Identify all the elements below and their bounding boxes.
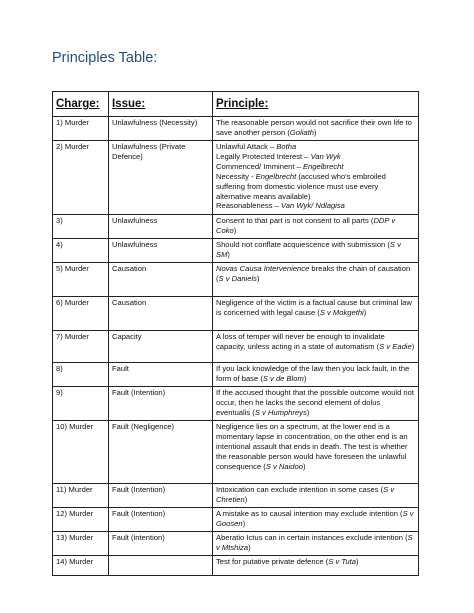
table-row [53, 117, 419, 141]
table-row [53, 263, 419, 297]
cell-issue: Unlawfulness (Private Defence) [109, 141, 213, 215]
principle-line: Reasonableness – Van Wyk/ Ndlagisa [216, 201, 345, 211]
document-title: Principles Table: [52, 50, 158, 66]
cell-charge: 1) Murder [53, 117, 109, 141]
header-issue: Issue: [109, 92, 213, 117]
table-row [53, 508, 419, 532]
table-row [53, 331, 419, 363]
cell-issue: Fault [109, 363, 213, 387]
principle-line: Unlawful Attack – Botha [216, 142, 297, 151]
header-principle: Principle: [213, 92, 419, 117]
cell-issue: Causation [109, 297, 213, 331]
table-header [53, 92, 419, 117]
table-row [53, 484, 419, 508]
cell-charge: 3) [53, 215, 109, 239]
cell-issue: Causation [109, 263, 213, 297]
principle-line: Legally Protected Interest – Van Wyk [216, 151, 341, 161]
table-row [53, 421, 419, 484]
table-row [53, 297, 419, 331]
table-row [53, 532, 419, 556]
cell-issue: Fault (Negligence) [109, 421, 213, 484]
cell-issue: Fault (Intention) [109, 387, 213, 421]
cell-principle: Intoxication can exclude intention in some cases (S v Chretien) [213, 484, 419, 508]
cell-principle: Consent to that part is not consent to all parts (DDP v Coko) [213, 215, 419, 239]
cell-charge: 10) Murder [53, 421, 109, 484]
cell-principle: If you lack knowledge of the law then you lack fault, in the form of base (S v de Blom) [213, 363, 419, 387]
cell-charge: 2) Murder [53, 141, 109, 215]
cell-issue: Unlawfulness [109, 239, 213, 263]
cell-principle: Negligence of the victim is a factual cause but criminal law is concerned with legal cause (S v Mokgethi) [213, 297, 419, 331]
cell-issue: Fault (intention) [109, 532, 213, 556]
cell-principle: A loss of temper will never be enough to invalidate capacity, unless acting in a state of automatism (S v Eadie) [213, 331, 419, 363]
table-row [53, 239, 419, 263]
cell-principle: A mistake as to causal intention may exclude intention (S v Goosen) [213, 508, 419, 532]
cell-principle: The reasonable person would not sacrifice their own life to save another person (Goliath) [213, 117, 419, 141]
cell-charge: 5) Murder [53, 263, 109, 297]
header-charge: Charge: [53, 92, 109, 117]
cell-charge: 8) [53, 363, 109, 387]
cell-charge: 12) Murder [53, 508, 109, 532]
cell-principle: Test for putative private defence (S v Tuta) [213, 556, 419, 576]
cell-charge: 13) Murder [53, 532, 109, 556]
cell-issue: Unlawfulness (Necessity) [109, 117, 213, 141]
principle-line: Necessity - Engelbrecht (accused who's embroiled suffering from domestic violence must use every alternative means available) [216, 171, 386, 201]
cell-issue: Fault (Intention) [109, 484, 213, 508]
cell-issue: Unlawfulness [109, 215, 213, 239]
cell-principle: Negligence lies on a spectrum, at the lower end is a momentary lapse in concentration, on the other end is an intentional assault that ends in death. The test is whether the reasonable person would have foreseen the unlawful consequence (S v Naidoo) [213, 421, 419, 484]
cell-charge: 9) [53, 387, 109, 421]
cell-charge: 11) Murder [53, 484, 109, 508]
cell-issue: Capacity [109, 331, 213, 363]
table-row [53, 363, 419, 387]
cell-principle: Novas Causa Intervenience breaks the chain of causation (S v Daniels) [213, 263, 419, 297]
cell-charge: 7) Murder [53, 331, 109, 363]
table-row [53, 556, 419, 576]
cell-principle: If the accused thought that the possible outcome would not occur, then he lacks the second element of dolus eventualis (S v Humphreys) [213, 387, 419, 421]
cell-principle [213, 141, 419, 215]
table-row [53, 215, 419, 239]
cell-issue [109, 556, 213, 576]
table-body [53, 117, 419, 576]
cell-principle: Aberatio Ictus can in certain instances exclude intention (S v Mtshiza) [213, 532, 419, 556]
cell-charge: 4) [53, 239, 109, 263]
principle-line: Commenced/ Imminent – Engelbrecht [216, 161, 344, 171]
table-row [53, 141, 419, 215]
principles-table [52, 91, 419, 576]
cell-issue: Fault (Intention) [109, 508, 213, 532]
cell-principle: Should not conflate acquiescence with submission (S v SM) [213, 239, 419, 263]
cell-charge: 6) Murder [53, 297, 109, 331]
header-row [53, 92, 419, 117]
cell-charge: 14) Murder [53, 556, 109, 576]
table-row [53, 387, 419, 421]
